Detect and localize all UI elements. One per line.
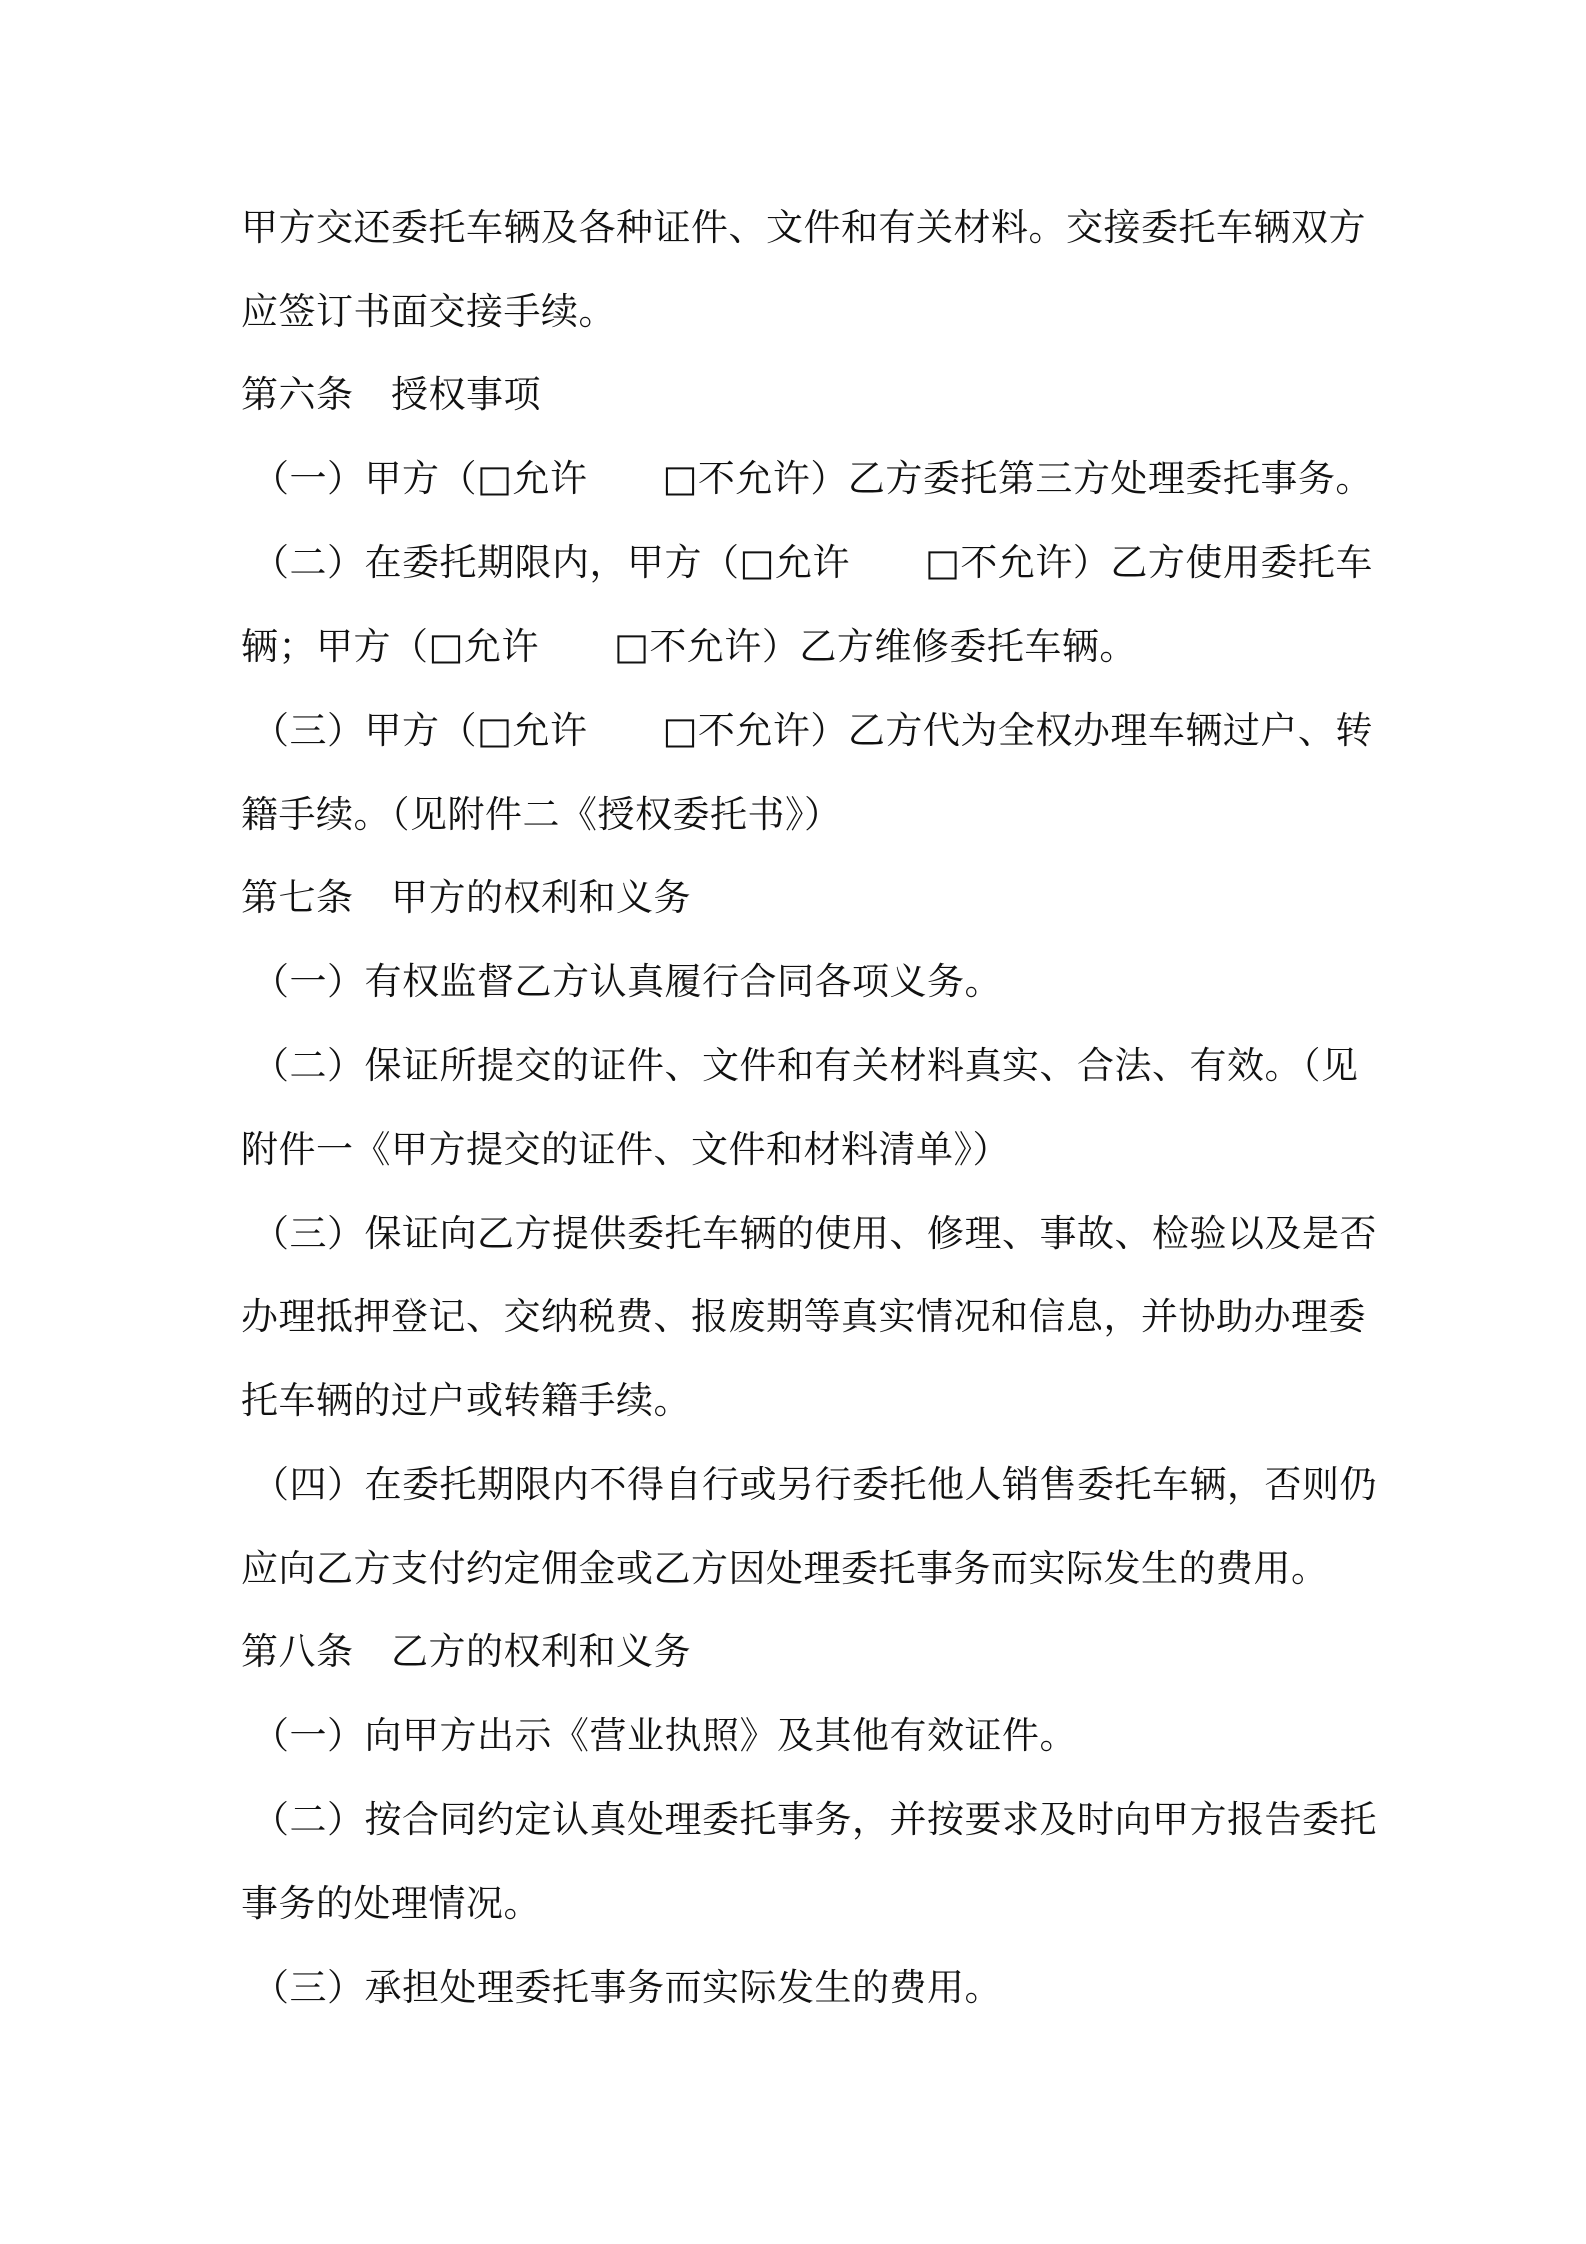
article-heading: 第七条 甲方的权利和义务 [241,876,691,919]
text-line: 应向乙方支付约定佣金或乙方因处理委托事务而实际发生的费用。 [241,1547,1329,1590]
text-line: （二）保证所提交的证件、文件和有关材料真实、合法、有效。（见 [252,1044,1359,1087]
text-line: 附件一《甲方提交的证件、文件和材料清单》） [241,1128,1010,1171]
text-line: 辆；甲方（□允许 □不允许）乙方维修委托车辆。 [241,625,1137,668]
text-line: （四）在委托期限内不得自行或另行委托他人销售委托车辆，否则仍 [252,1463,1377,1506]
text-line: 应签订书面交接手续。 [241,290,616,333]
text-line: （一）向甲方出示《营业执照》及其他有效证件。 [252,1714,1077,1757]
text-line: 籍手续。（见附件二《授权委托书》） [241,793,842,836]
text-line: （一）甲方（□允许 □不允许）乙方委托第三方处理委托事务。 [252,457,1373,500]
article-heading: 第八条 乙方的权利和义务 [241,1630,691,1673]
text-line: 事务的处理情况。 [241,1882,541,1925]
article-heading: 第六条 授权事项 [241,373,541,416]
text-line: （一）有权监督乙方认真履行合同各项义务。 [252,960,1002,1003]
text-line: （三）承担处理委托事务而实际发生的费用。 [252,1966,1002,2009]
text-line: （三）甲方（□允许 □不允许）乙方代为全权办理车辆过户、转 [252,709,1373,752]
text-line: （二）在委托期限内，甲方（□允许 □不允许）乙方使用委托车 [252,541,1373,584]
text-line: 托车辆的过户或转籍手续。 [241,1379,691,1422]
text-line: 办理抵押登记、交纳税费、报废期等真实情况和信息，并协助办理委 [241,1295,1366,1338]
text-line: 甲方交还委托车辆及各种证件、文件和有关材料。交接委托车辆双方 [241,206,1366,249]
text-line: （三）保证向乙方提供委托车辆的使用、修理、事故、检验以及是否 [252,1212,1377,1255]
text-line: （二）按合同约定认真处理委托事务，并按要求及时向甲方报告委托 [252,1798,1377,1841]
